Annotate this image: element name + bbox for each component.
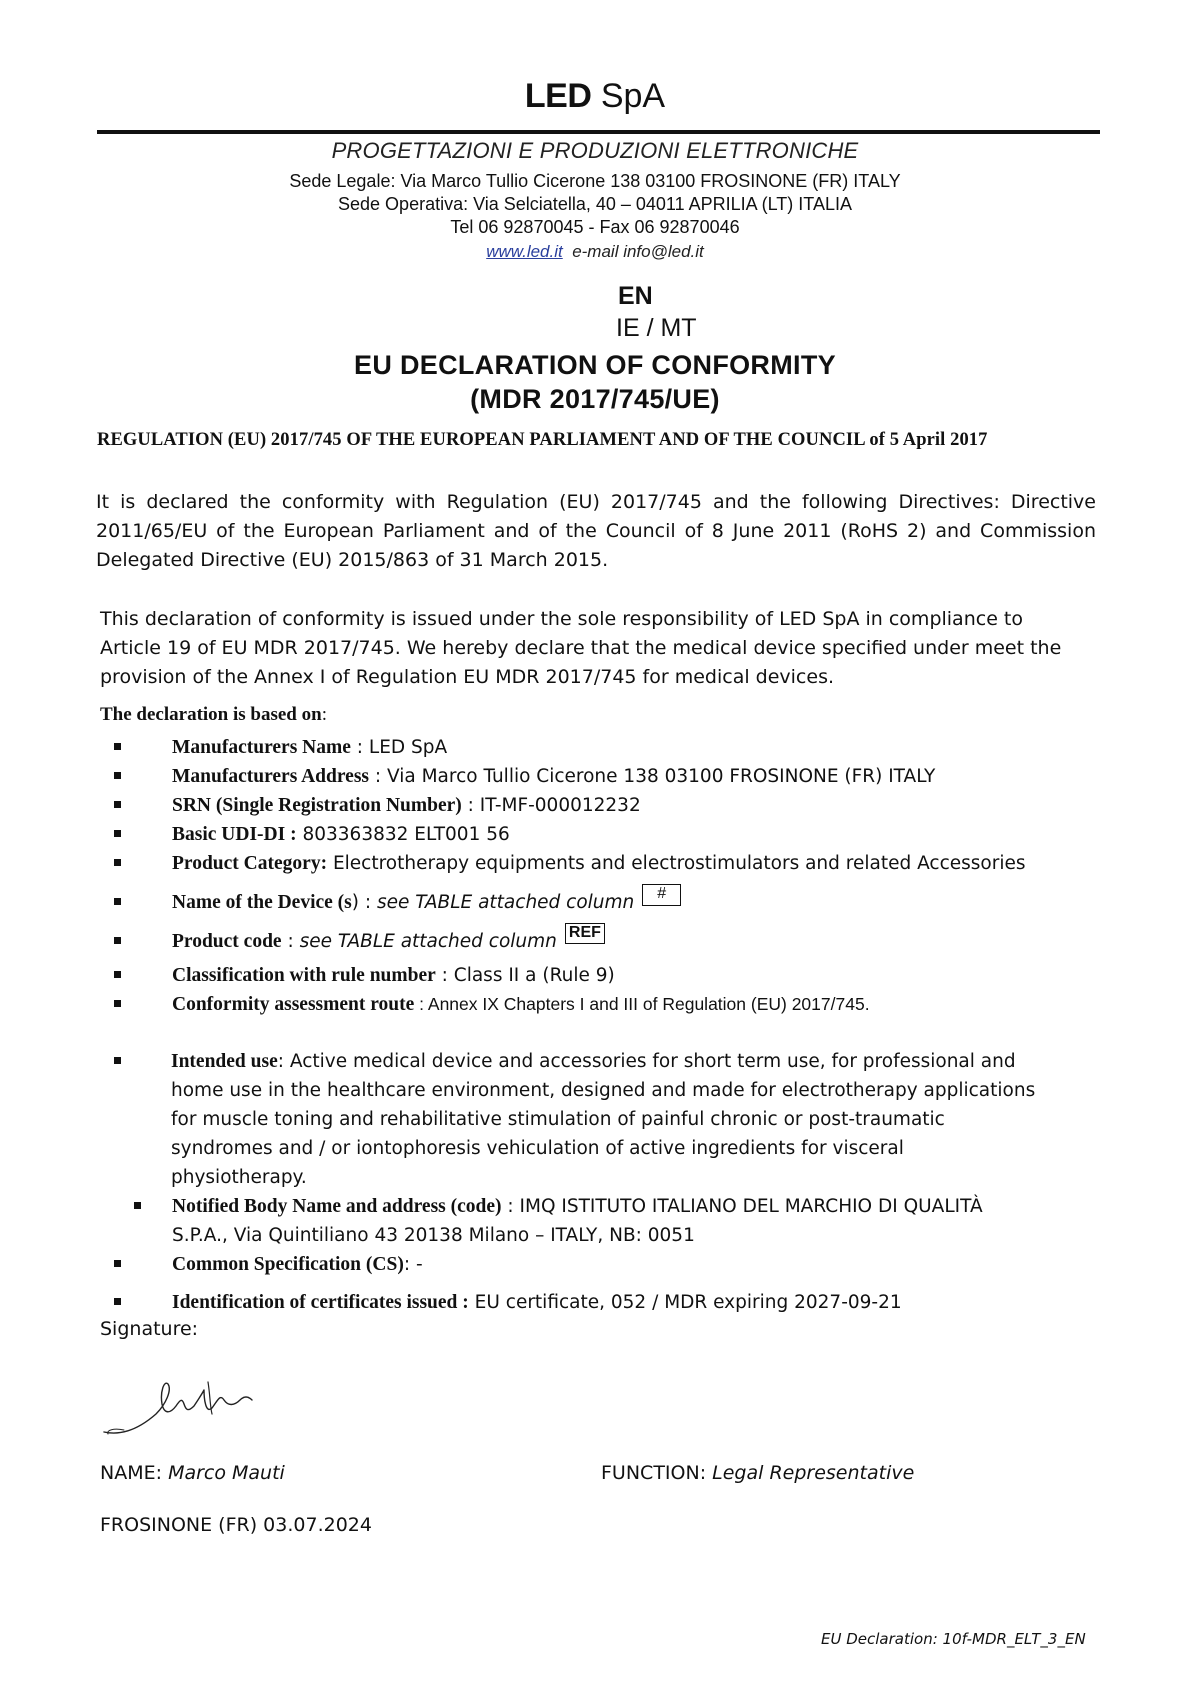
notified-body-line-2: S.P.A., Via Quintiliano 43 20138 Milano – ITALY, NB: 0051 <box>172 1225 695 1246</box>
item-label: Common Specification (CS) <box>172 1254 404 1275</box>
signatory-name <box>100 1462 285 1484</box>
responsibility-line-1: This declaration of conformity is issued under the sole responsibility of LED SpA in compliance to <box>100 608 1023 630</box>
function-label: FUNCTION: <box>601 1462 713 1484</box>
place-and-date: FROSINONE (FR) 03.07.2024 <box>100 1514 372 1536</box>
item-value: : Class II a (Rule 9) <box>435 965 615 986</box>
list-item-intended-use <box>110 1047 1110 1197</box>
ref-symbol-icon: REF <box>565 923 605 944</box>
bullet-icon <box>114 801 121 808</box>
item-label: Conformity assessment route <box>172 994 415 1015</box>
bullet-icon <box>114 772 121 779</box>
intended-use-line-1: : Active medical device and accessories for short term use, for professional and <box>277 1051 1016 1072</box>
item-value: see TABLE attached column <box>299 931 557 952</box>
name-value: Marco Mauti <box>168 1462 285 1484</box>
website-link[interactable]: www.led.it <box>486 242 563 261</box>
bullet-icon <box>114 743 121 750</box>
bullet-icon <box>114 830 121 837</box>
bullet-icon <box>114 1298 121 1305</box>
language-secondary: IE / MT <box>616 314 697 342</box>
item-value: : Annex IX Chapters I and III of Regulation (EU) 2017/745. <box>414 994 870 1014</box>
based-on-label: The declaration is based on <box>100 704 322 725</box>
intended-use-line-3: for muscle toning and rehabilitative stimulation of painful chronic or post-traumatic <box>171 1109 945 1130</box>
notified-body-line-1: : IMQ ISTITUTO ITALIANO DEL MARCHIO DI QUALITÀ <box>501 1196 983 1217</box>
bullet-icon <box>114 971 121 978</box>
regulation-heading: REGULATION (EU) 2017/745 OF THE EUROPEAN PARLIAMENT AND OF THE COUNCIL of 5 April 2017 <box>97 430 988 450</box>
document-title: EU DECLARATION OF CONFORMITY <box>354 350 836 380</box>
bullet-icon <box>114 1260 121 1267</box>
document-code-footer: EU Declaration: 10f-MDR_ELT_3_EN <box>821 1630 1086 1648</box>
signatory-function <box>601 1462 914 1484</box>
based-on-colon: : <box>321 704 327 725</box>
item-label: Name of the Device (s <box>172 892 352 913</box>
item-label: Manufacturers Address <box>172 766 369 787</box>
item-label: Manufacturers Name <box>172 737 351 758</box>
item-label-suffix: : <box>281 931 300 952</box>
logo-light-text: SpA <box>600 77 666 115</box>
based-on-heading <box>100 704 327 726</box>
header-divider <box>97 130 1100 134</box>
legal-address: Sede Legale: Via Marco Tullio Cicerone 138 03100 FROSINONE (FR) ITALY <box>289 171 901 191</box>
item-label: Intended use <box>171 1051 278 1072</box>
item-label: Product code <box>172 931 282 952</box>
responsibility-line-2: Article 19 of EU MDR 2017/745. We hereby declare that the medical device specified under meet the <box>100 637 1062 659</box>
item-label: Identification of certificates issued : <box>172 1292 469 1313</box>
item-value: see TABLE attached column <box>376 892 635 913</box>
handwritten-signature <box>100 1370 270 1440</box>
item-label-suffix: ) : <box>351 892 377 913</box>
contact-line <box>0 242 1190 262</box>
bullet-icon <box>114 937 121 944</box>
list-item-notified-body <box>130 1192 1130 1252</box>
function-value: Legal Representative <box>712 1462 915 1484</box>
company-tagline: PROGETTAZIONI E PRODUZIONI ELETTRONICHE <box>331 138 859 163</box>
item-value: : LED SpA <box>350 737 448 758</box>
bullet-icon <box>114 898 121 905</box>
bullet-icon <box>114 1057 121 1064</box>
operating-address: Sede Operativa: Via Selciatella, 40 – 04011 APRILIA (LT) ITALIA <box>338 194 852 214</box>
logo-bold-text: LED <box>524 77 592 115</box>
responsibility-paragraph <box>100 605 1100 692</box>
intended-use-line-2: home use in the healthcare environment, designed and made for electrotherapy applications <box>171 1080 1036 1101</box>
conformity-paragraph: It is declared the conformity with Regulation (EU) 2017/745 and the following Directives: Directive 2011/65/EU of the European Parliament and of the Council of 8 June 2011 (RoHS 2) and Commission Delegated Directive (EU) 2015/863 of 31 March 2015. <box>96 491 1096 571</box>
item-label: SRN (Single Registration Number) <box>172 795 462 816</box>
item-value: : IT-MF-000012232 <box>461 795 641 816</box>
item-value: : Via Marco Tullio Cicerone 138 03100 FROSINONE (FR) ITALY <box>369 766 936 787</box>
item-value: 803363832 ELT001 56 <box>296 824 510 845</box>
bullet-icon <box>134 1202 141 1209</box>
name-label: NAME: <box>100 1462 169 1484</box>
item-value: Electrotherapy equipments and electrostimulators and related Accessories <box>327 853 1026 874</box>
intended-use-line-4: syndromes and / or iontophoresis vehiculation of active ingredients for visceral <box>171 1138 904 1159</box>
email-text: e-mail info@led.it <box>572 242 704 261</box>
item-label: Product Category: <box>172 853 328 874</box>
item-value: : - <box>403 1254 423 1275</box>
document-subtitle: (MDR 2017/745/UE) <box>470 384 720 414</box>
signature-label: Signature: <box>100 1318 199 1340</box>
company-logo <box>0 76 1190 116</box>
item-value: EU certificate, 052 / MDR expiring 2027-09-21 <box>468 1292 902 1313</box>
responsibility-line-3: provision of the Annex I of Regulation EU MDR 2017/745 for medical devices. <box>100 666 835 688</box>
item-label: Notified Body Name and address (code) <box>172 1196 502 1217</box>
item-label: Basic UDI-DI : <box>172 824 297 845</box>
language-primary: EN <box>618 282 653 310</box>
phone-fax: Tel 06 92870045 - Fax 06 92870046 <box>450 217 740 237</box>
intended-use-line-5: physiotherapy. <box>171 1167 307 1188</box>
bullet-icon <box>114 859 121 866</box>
item-label: Classification with rule number <box>172 965 436 986</box>
hash-symbol-icon: # <box>642 884 681 906</box>
bullet-icon <box>114 1000 121 1007</box>
